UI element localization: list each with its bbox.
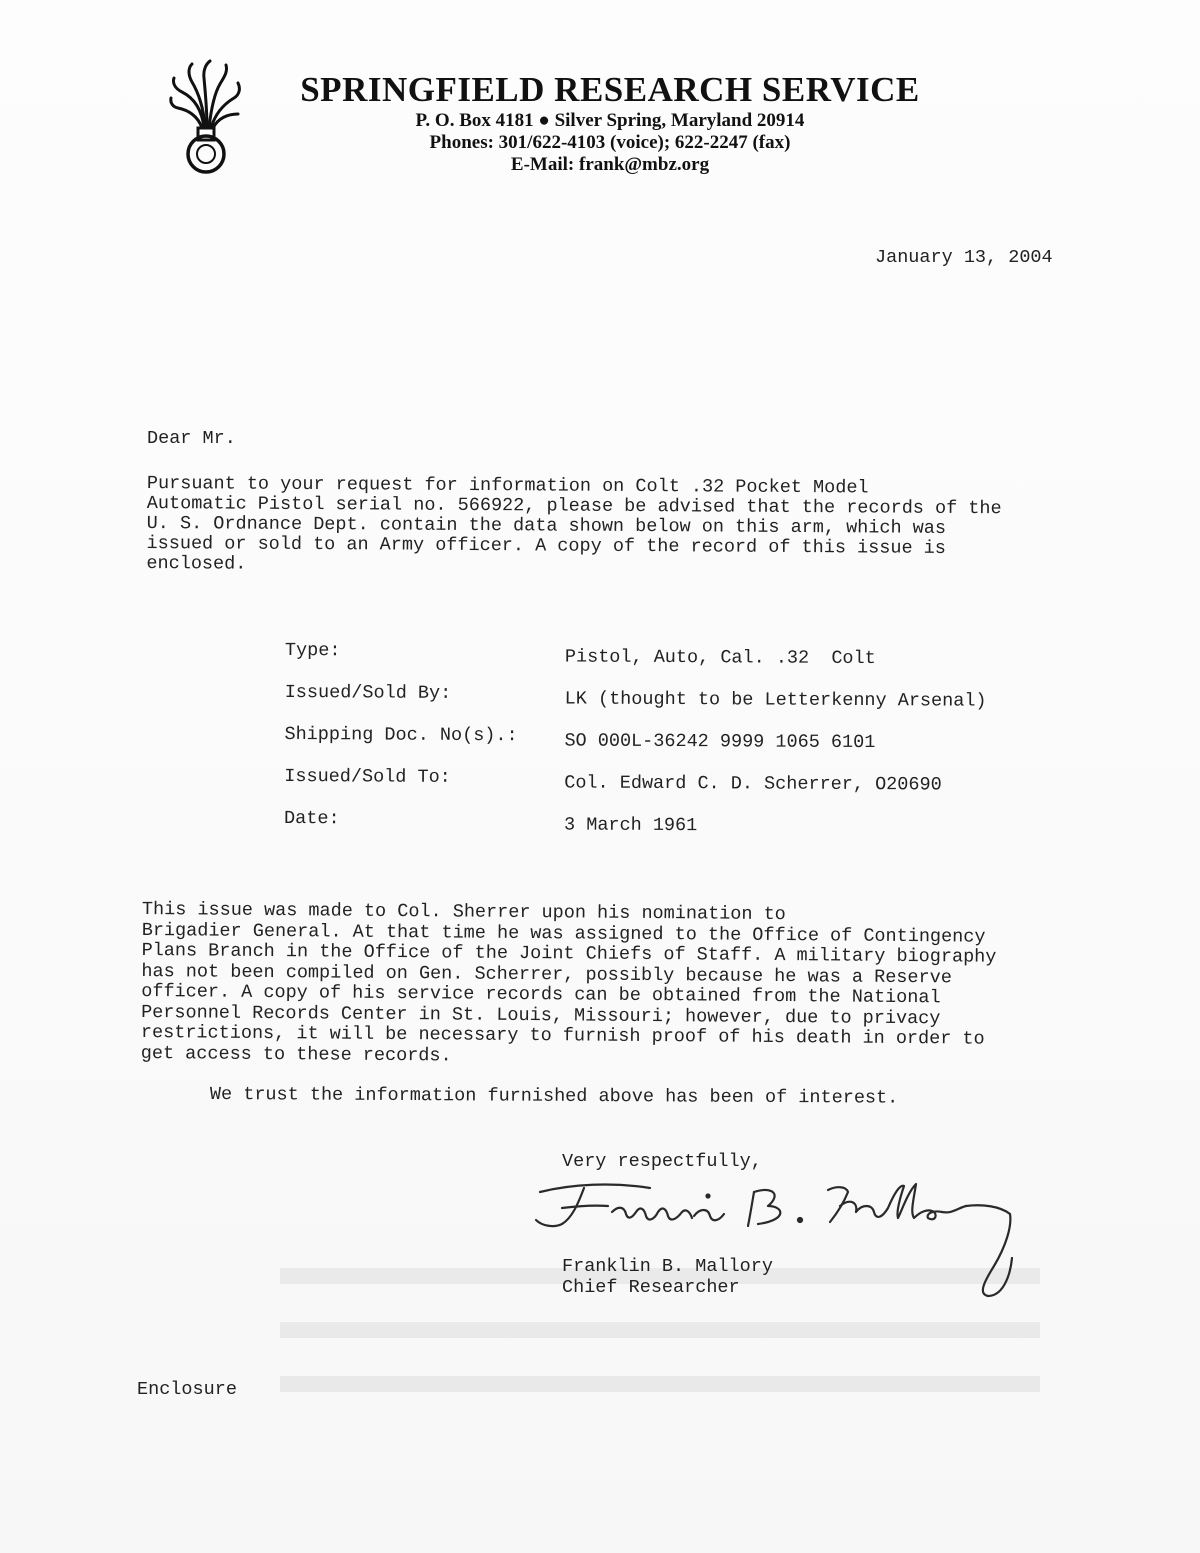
detail-label: Issued/Sold To:: [284, 765, 451, 788]
paragraph-biography: This issue was made to Col. Sherrer upon his nomination to Brigadier General. At that time he was assigned to the Office of Contingency Plans Branch in the Office of the Joint Chiefs of Staff. A military biography has not been compiled on Gen. Scherrer, possibly because he was a Reserve officer. A copy of his service records can be obtained from the National Personnel Records Center in St. Louis, Missouri; however, due to privacy restrictions, it will be necessary to furnish proof of his death in order to get access to these records.: [140, 899, 997, 1066]
detail-row-issued-by: [285, 682, 1065, 728]
flaming-bomb-icon: [168, 58, 244, 176]
detail-row-issued-to: [284, 766, 1064, 812]
record-details: [284, 640, 1065, 854]
enclosure-note: Enclosure: [137, 1379, 237, 1400]
detail-row-date: [284, 808, 1064, 854]
detail-label: Issued/Sold By:: [284, 681, 452, 704]
letterhead: [300, 70, 920, 176]
detail-row-type: [285, 640, 1065, 686]
paragraph-closing-remark: We trust the information furnished above has been of interest.: [209, 1084, 899, 1109]
salutation: Dear Mr.: [147, 428, 236, 449]
organization-name: SPRINGFIELD RESEARCH SERVICE: [300, 70, 920, 109]
detail-value: SO 000L-36242 9999 1065 6101: [564, 730, 876, 754]
detail-value: LK (thought to be Letterkenny Arsenal): [564, 688, 987, 712]
detail-label: Shipping Doc. No(s).:: [284, 723, 518, 747]
organization-address: P. O. Box 4181 ● Silver Spring, Maryland 20914: [415, 110, 805, 131]
detail-value: 3 March 1961: [563, 814, 698, 837]
organization-email: E-Mail: frank@mbz.org: [510, 154, 710, 175]
organization-phones: Phones: 301/622-4103 (voice); 622-2247 (fax): [429, 132, 791, 153]
signer-name: Franklin B. Mallory: [562, 1256, 773, 1277]
detail-value: Pistol, Auto, Cal. .32 Colt: [564, 646, 876, 670]
detail-value: Col. Edward C. D. Scherrer, O20690: [564, 772, 942, 796]
detail-label: Date:: [284, 807, 340, 830]
signer-title: Chief Researcher: [562, 1277, 740, 1298]
signer-block: [562, 1256, 773, 1298]
letter-date: January 13, 2004: [875, 247, 1053, 268]
paragraph-request: Pursuant to your request for information on Colt .32 Pocket Model Automatic Pistol serial no. 566922, please be advised that the records of the U. S. Ordnance Dept. contain the data shown below on this arm, which was issued or sold to an Army officer. A copy of the record of this issue is enclosed.: [146, 473, 1002, 575]
detail-row-shipping-doc: [284, 724, 1064, 770]
detail-label: Type:: [284, 640, 341, 662]
complimentary-close: Very respectfully,: [562, 1151, 762, 1172]
